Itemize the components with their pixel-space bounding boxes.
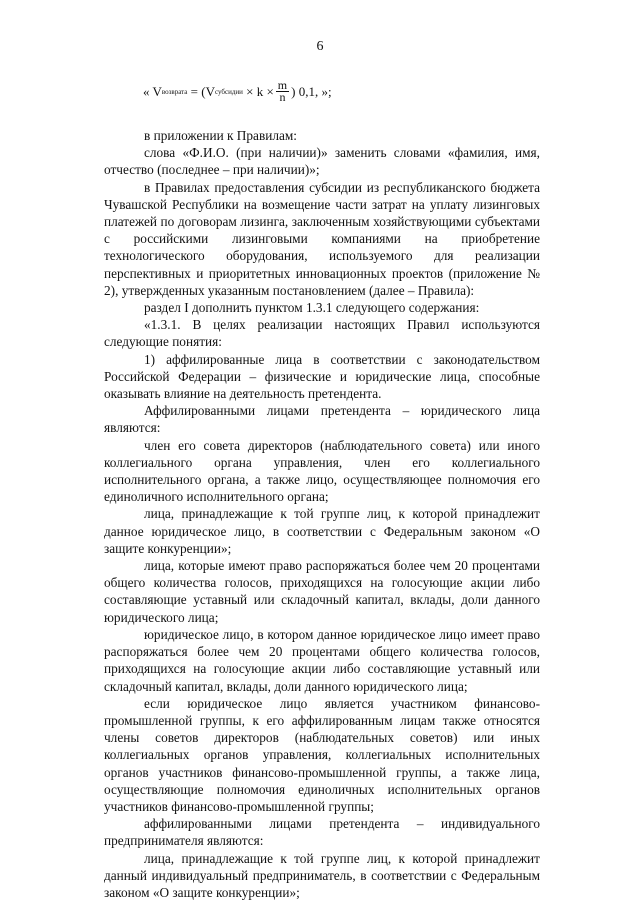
paragraph: «1.3.1. В целях реализации настоящих Правил используются следующие понятия:: [104, 317, 540, 350]
paragraph: если юридическое лицо является участником финансово-промышленной группы, к его аффилированным лицам также относятся члены советов директоров (наблюдательных советов) или иных коллегиальных органов управления, коллегиальных исполнительных органов участников финансово-промышленной группы, а также лица, осуществляющие полномочия единоличных исполнительных органов участников финансово-промышленной группы;: [104, 695, 540, 814]
paragraph: юридическое лицо, в котором данное юридическое лицо имеет право распоряжаться более чем 20 процентами общего количества голосов, приходящихся на голосующие акции либо составляющие уставный или складочный капитал, вклады, доли данного юридического лица;: [104, 626, 540, 694]
formula-fraction: [276, 80, 289, 103]
formula-tail: ) 0,1, »;: [291, 83, 332, 99]
formula-eq: = (V: [190, 83, 215, 99]
paragraph: лица, которые имеют право распоряжаться более чем 20 процентами общего количества голосов, приходящихся на голосующие акции либо составляющие уставный или складочный капитал, вклады, доли данного юридического лица;: [104, 558, 540, 625]
formula: [143, 80, 332, 103]
fraction-numerator: m: [277, 78, 288, 92]
paragraph: Аффилированными лицами претендента – юридического лица являются:: [104, 403, 540, 436]
formula-sub-left: возврата: [161, 87, 188, 96]
formula-mult: × k ×: [246, 83, 274, 99]
paragraph: 1) аффилированные лица в соответствии с законодательством Российской Федерации – физические и юридические лица, способные оказывать влияние на деятельность претендента.: [104, 351, 540, 402]
paragraph: в Правилах предоставления субсидии из республиканского бюджета Чувашской Республики на возмещение части затрат на уплату лизинговых платежей по договорам лизинга, заключенным хозяйствующими субъектами с российскими лизинговыми компаниями на приобретение технологического оборудования, используемого для реализации перспективных и приоритетных инновационных проектов (приложение № 2), утвержденных указанным постановлением (далее – Правила):: [104, 179, 540, 298]
body-text: [104, 127, 540, 901]
paragraph: член его совета директоров (наблюдательного совета) или иного коллегиального органа управления, член его коллегиального исполнительного органа, а также лицо, осуществляющее полномочия его единоличного исполнительного органа;: [104, 437, 540, 505]
paragraph: слова «Ф.И.О. (при наличии)» заменить словами «фамилия, имя, отчество (последнее – при наличии)»;: [104, 145, 540, 178]
fraction-denominator: n: [279, 90, 286, 104]
paragraph: лица, принадлежащие к той группе лиц, к которой принадлежит данное юридическое лицо, в соответствии с Федеральным законом «О защите конкуренции»;: [104, 506, 540, 556]
paragraph: в приложении к Правилам:: [144, 128, 297, 143]
formula-open: « V: [143, 83, 162, 99]
page-number: 6: [316, 39, 324, 54]
formula-sub-subsidy: субсидии: [214, 87, 243, 96]
paragraph: раздел I дополнить пунктом 1.3.1 следующего содержания:: [144, 300, 480, 316]
paragraph: аффилированными лицами претендента – индивидуального предпринимателя являются:: [104, 816, 540, 849]
paragraph: лица, принадлежащие к той группе лиц, к которой принадлежит данный индивидуальный предприниматель, в соответствии с Федеральным законом «О защите конкуренции»;: [104, 850, 540, 900]
